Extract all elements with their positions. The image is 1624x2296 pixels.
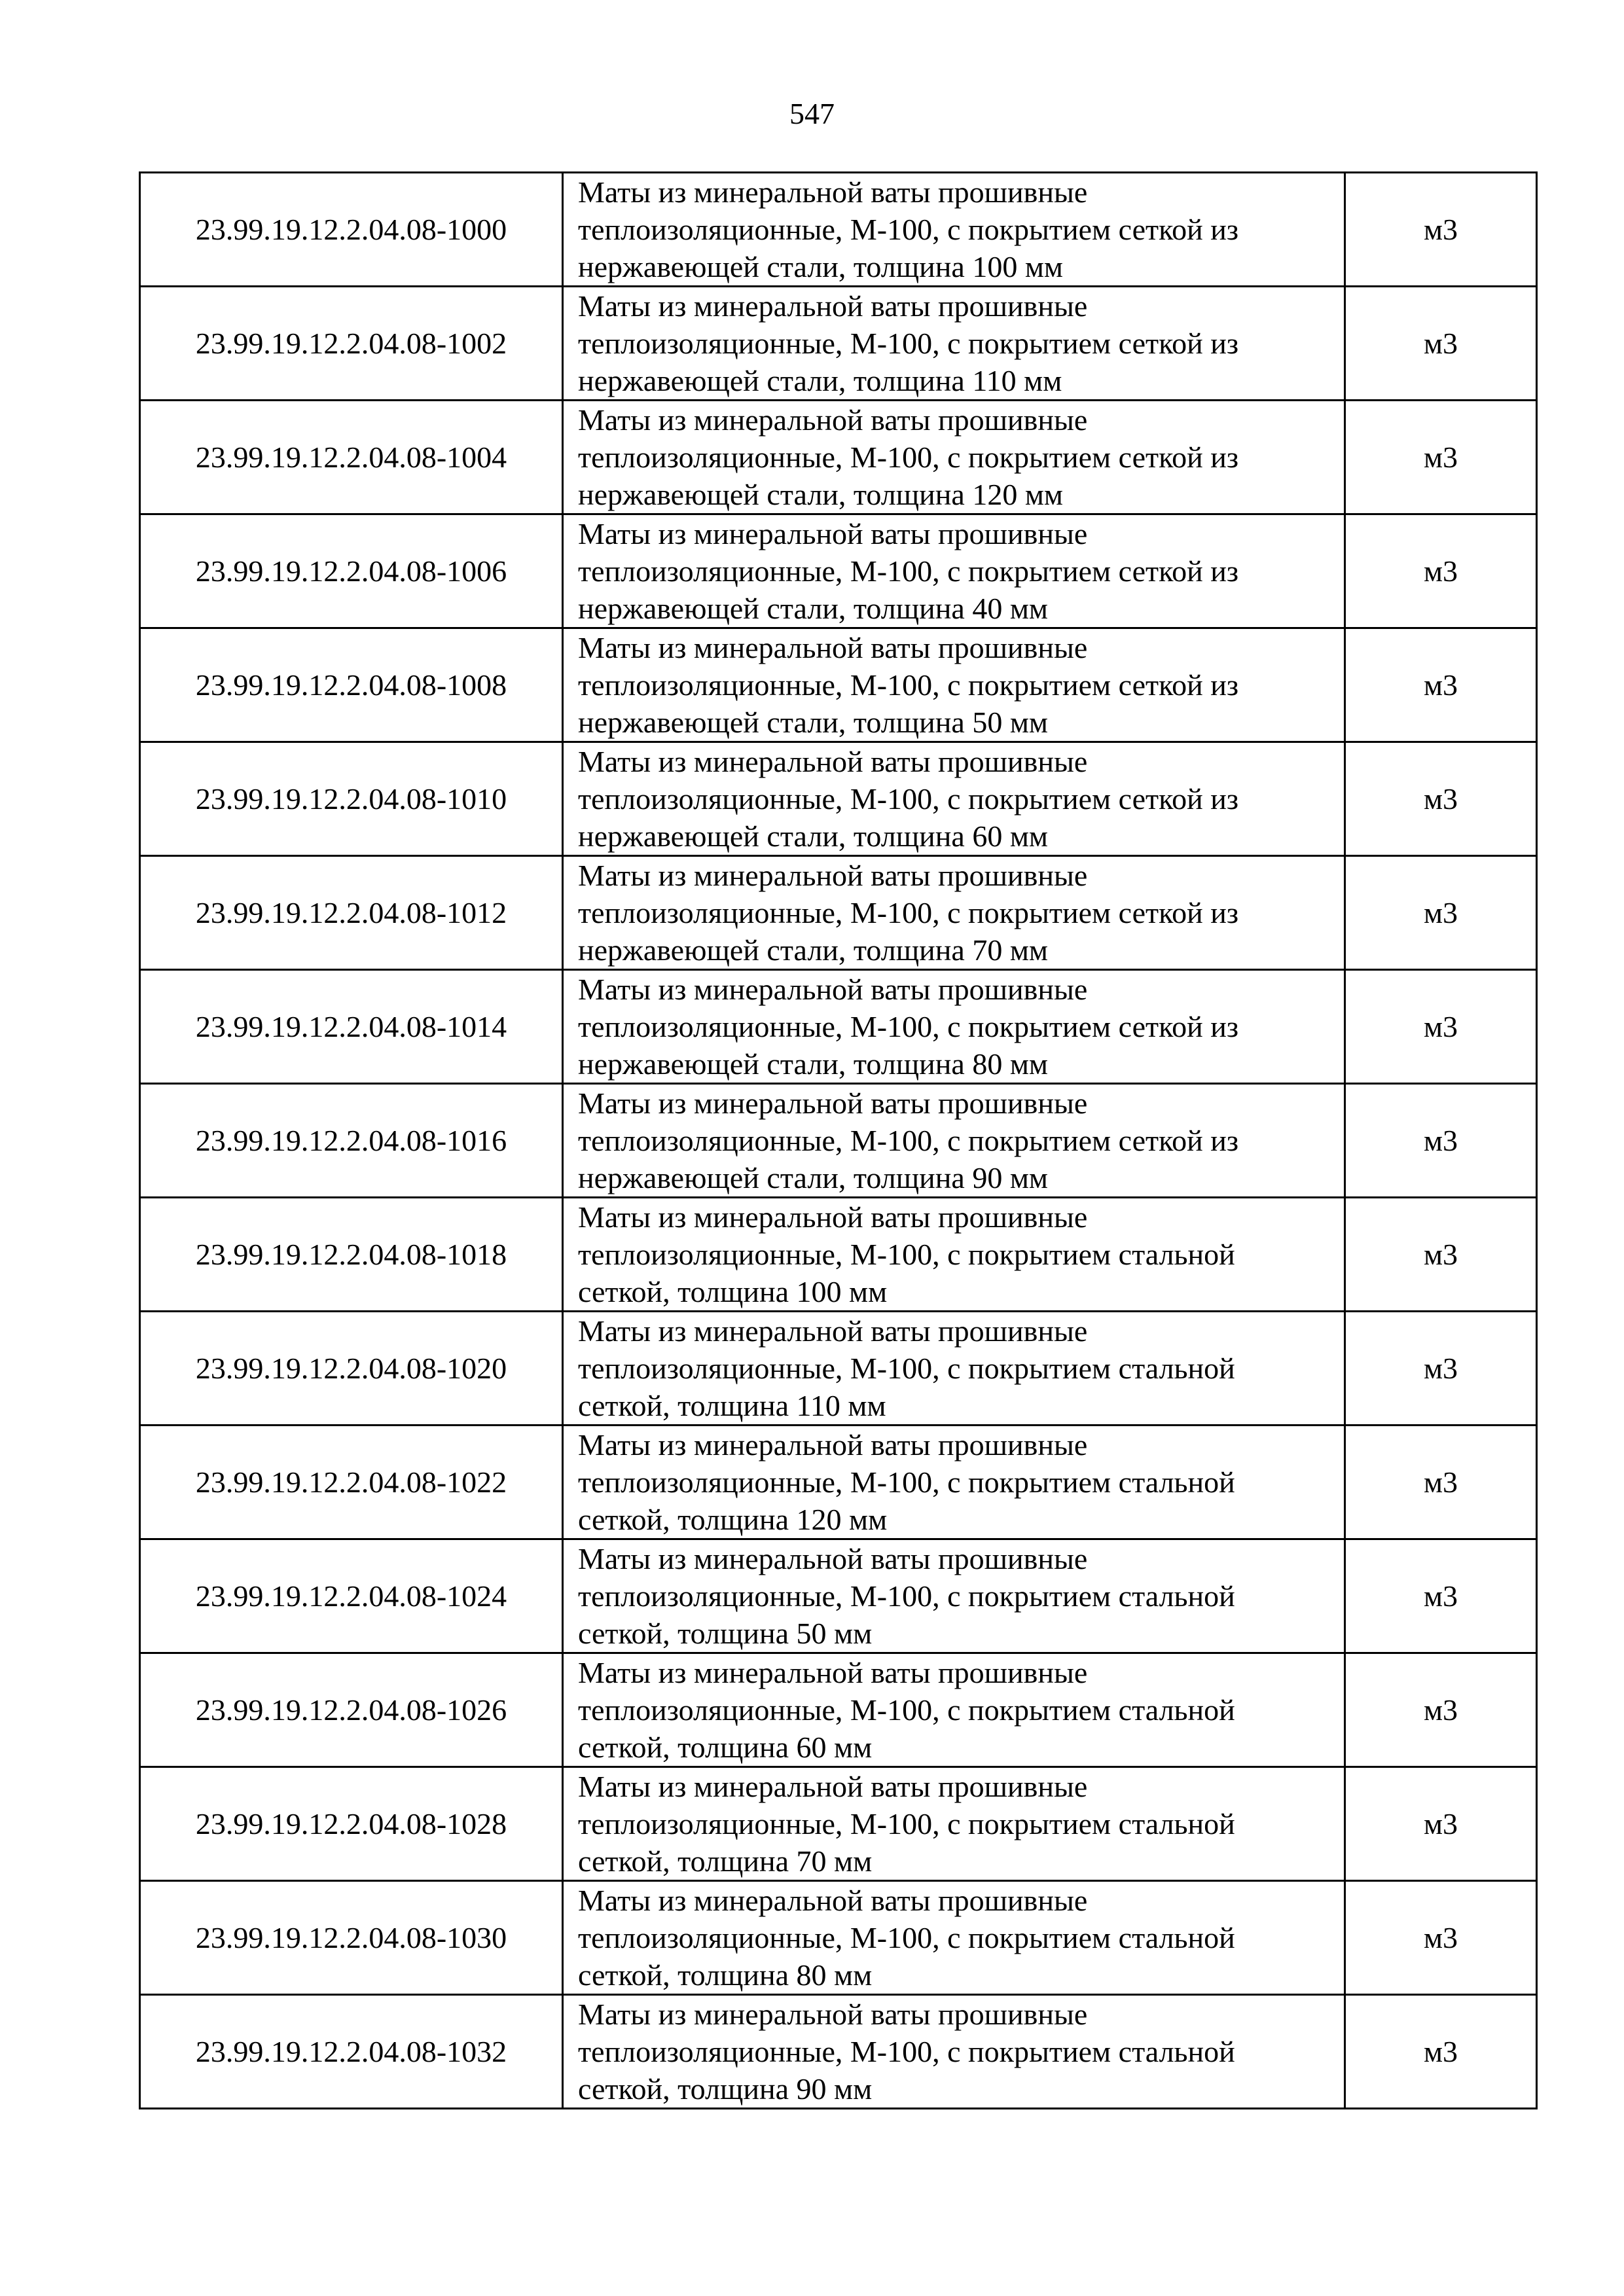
item-unit-cell: м3 [1345, 173, 1537, 287]
item-description-cell [563, 1881, 1345, 1995]
item-description-line: теплоизоляционные, М-100, с покрытием стальной [578, 1807, 1235, 1840]
item-description-cell [563, 401, 1345, 514]
item-description-line: нержавеющей стали, толщина 90 мм [578, 1161, 1049, 1194]
item-unit-cell: м3 [1345, 1539, 1537, 1653]
item-code-cell: 23.99.19.12.2.04.08-1010 [140, 742, 563, 856]
item-description-cell [563, 628, 1345, 742]
item-description-line: Маты из минеральной ваты прошивные [578, 1998, 1088, 2031]
item-unit-cell: м3 [1345, 401, 1537, 514]
item-unit-cell: м3 [1345, 1198, 1537, 1312]
item-code-cell: 23.99.19.12.2.04.08-1016 [140, 1084, 563, 1198]
item-description-line: Маты из минеральной ваты прошивные [578, 1314, 1088, 1348]
item-description-line: Маты из минеральной ваты прошивные [578, 517, 1088, 550]
item-description-line: теплоизоляционные, М-100, с покрытием сеткой из [578, 554, 1239, 588]
table-row [140, 628, 1537, 742]
item-code-cell: 23.99.19.12.2.04.08-1030 [140, 1881, 563, 1995]
item-description-line: теплоизоляционные, М-100, с покрытием сеткой из [578, 896, 1239, 929]
table-row [140, 1312, 1537, 1426]
item-code-cell: 23.99.19.12.2.04.08-1026 [140, 1653, 563, 1767]
item-description-line: Маты из минеральной ваты прошивные [578, 1542, 1088, 1575]
item-unit-cell: м3 [1345, 628, 1537, 742]
catalog-table [139, 171, 1538, 2109]
catalog-table-body [140, 173, 1537, 2109]
table-row [140, 173, 1537, 287]
item-code-cell: 23.99.19.12.2.04.08-1002 [140, 287, 563, 401]
table-row [140, 287, 1537, 401]
item-description-line: теплоизоляционные, М-100, с покрытием стальной [578, 1579, 1235, 1613]
item-code-cell: 23.99.19.12.2.04.08-1008 [140, 628, 563, 742]
item-description-line: нержавеющей стали, толщина 50 мм [578, 706, 1049, 739]
item-description-cell [563, 742, 1345, 856]
item-code-cell: 23.99.19.12.2.04.08-1020 [140, 1312, 563, 1426]
item-description-cell [563, 1767, 1345, 1881]
page-number: 547 [789, 97, 835, 130]
item-description-cell [563, 173, 1345, 287]
table-row [140, 514, 1537, 628]
item-description-line: Маты из минеральной ваты прошивные [578, 631, 1088, 664]
item-description-cell [563, 1312, 1345, 1426]
item-description-line: сеткой, толщина 80 мм [578, 1958, 873, 1992]
item-description-line: сеткой, толщина 90 мм [578, 2072, 873, 2106]
item-description-line: теплоизоляционные, М-100, с покрытием стальной [578, 1238, 1235, 1271]
table-row [140, 742, 1537, 856]
item-code-cell: 23.99.19.12.2.04.08-1028 [140, 1767, 563, 1881]
item-unit-cell: м3 [1345, 514, 1537, 628]
item-description-line: нержавеющей стали, толщина 40 мм [578, 592, 1049, 625]
item-description-line: теплоизоляционные, М-100, с покрытием стальной [578, 1465, 1235, 1499]
item-unit-cell: м3 [1345, 287, 1537, 401]
item-unit-cell: м3 [1345, 1767, 1537, 1881]
table-row [140, 1198, 1537, 1312]
item-description-cell [563, 970, 1345, 1084]
item-code-cell: 23.99.19.12.2.04.08-1022 [140, 1426, 563, 1539]
item-description-cell [563, 287, 1345, 401]
item-description-line: Маты из минеральной ваты прошивные [578, 1086, 1088, 1120]
item-description-line: нержавеющей стали, толщина 70 мм [578, 933, 1049, 967]
item-code-cell: 23.99.19.12.2.04.08-1032 [140, 1995, 563, 2109]
item-description-line: Маты из минеральной ваты прошивные [578, 859, 1088, 892]
item-description-line: Маты из минеральной ваты прошивные [578, 175, 1088, 209]
item-description-cell [563, 856, 1345, 970]
item-code-cell: 23.99.19.12.2.04.08-1018 [140, 1198, 563, 1312]
item-description-line: теплоизоляционные, М-100, с покрытием стальной [578, 1352, 1235, 1385]
item-description-line: Маты из минеральной ваты прошивные [578, 1200, 1088, 1234]
item-code-cell: 23.99.19.12.2.04.08-1014 [140, 970, 563, 1084]
item-description-line: теплоизоляционные, М-100, с покрытием сеткой из [578, 668, 1239, 702]
item-unit-cell: м3 [1345, 1653, 1537, 1767]
item-description-cell [563, 1539, 1345, 1653]
item-description-line: теплоизоляционные, М-100, с покрытием сеткой из [578, 327, 1239, 360]
item-unit-cell: м3 [1345, 1426, 1537, 1539]
item-description-line: Маты из минеральной ваты прошивные [578, 1428, 1088, 1462]
item-code-cell: 23.99.19.12.2.04.08-1024 [140, 1539, 563, 1653]
item-code-cell: 23.99.19.12.2.04.08-1004 [140, 401, 563, 514]
item-unit-cell: м3 [1345, 970, 1537, 1084]
item-description-line: теплоизоляционные, М-100, с покрытием сеткой из [578, 440, 1239, 474]
item-description-line: теплоизоляционные, М-100, с покрытием сеткой из [578, 1124, 1239, 1157]
item-description-line: нержавеющей стали, толщина 80 мм [578, 1047, 1049, 1081]
item-description-line: сеткой, толщина 60 мм [578, 1731, 873, 1764]
item-code-cell: 23.99.19.12.2.04.08-1012 [140, 856, 563, 970]
item-code-cell: 23.99.19.12.2.04.08-1006 [140, 514, 563, 628]
item-description-line: Маты из минеральной ваты прошивные [578, 745, 1088, 778]
item-unit-cell: м3 [1345, 742, 1537, 856]
item-description-line: теплоизоляционные, М-100, с покрытием сеткой из [578, 1010, 1239, 1043]
item-description-line: сеткой, толщина 70 мм [578, 1844, 873, 1878]
item-description-cell [563, 1995, 1345, 2109]
item-description-line: Маты из минеральной ваты прошивные [578, 1770, 1088, 1803]
item-description-line: нержавеющей стали, толщина 110 мм [578, 364, 1062, 397]
item-description-cell [563, 1084, 1345, 1198]
item-description-line: нержавеющей стали, толщина 100 мм [578, 250, 1064, 283]
table-row [140, 1881, 1537, 1995]
item-description-cell [563, 1653, 1345, 1767]
item-unit-cell: м3 [1345, 1881, 1537, 1995]
item-description-cell [563, 1198, 1345, 1312]
item-unit-cell: м3 [1345, 1312, 1537, 1426]
item-description-line: теплоизоляционные, М-100, с покрытием стальной [578, 1921, 1235, 1954]
table-row [140, 1084, 1537, 1198]
item-description-line: сеткой, толщина 100 мм [578, 1275, 888, 1308]
item-description-line: нержавеющей стали, толщина 120 мм [578, 478, 1064, 511]
item-description-line: теплоизоляционные, М-100, с покрытием сеткой из [578, 213, 1239, 246]
item-unit-cell: м3 [1345, 856, 1537, 970]
item-unit-cell: м3 [1345, 1995, 1537, 2109]
table-row [140, 1426, 1537, 1539]
item-description-line: сеткой, толщина 110 мм [578, 1389, 886, 1422]
item-description-cell [563, 514, 1345, 628]
item-description-line: сеткой, толщина 50 мм [578, 1617, 873, 1650]
item-description-line: теплоизоляционные, М-100, с покрытием стальной [578, 2035, 1235, 2068]
table-row [140, 856, 1537, 970]
item-description-line: Маты из минеральной ваты прошивные [578, 289, 1088, 323]
item-unit-cell: м3 [1345, 1084, 1537, 1198]
item-description-line: Маты из минеральной ваты прошивные [578, 1884, 1088, 1917]
table-row [140, 1653, 1537, 1767]
item-description-line: Маты из минеральной ваты прошивные [578, 973, 1088, 1006]
item-description-line: Маты из минеральной ваты прошивные [578, 403, 1088, 437]
table-row [140, 1767, 1537, 1881]
table-row [140, 1995, 1537, 2109]
item-description-line: Маты из минеральной ваты прошивные [578, 1656, 1088, 1689]
item-description-line: сеткой, толщина 120 мм [578, 1503, 888, 1536]
item-description-line: теплоизоляционные, М-100, с покрытием стальной [578, 1693, 1235, 1727]
item-description-line: теплоизоляционные, М-100, с покрытием сеткой из [578, 782, 1239, 816]
table-row [140, 1539, 1537, 1653]
item-description-cell [563, 1426, 1345, 1539]
item-description-line: нержавеющей стали, толщина 60 мм [578, 819, 1049, 853]
item-code-cell: 23.99.19.12.2.04.08-1000 [140, 173, 563, 287]
table-row [140, 401, 1537, 514]
table-row [140, 970, 1537, 1084]
